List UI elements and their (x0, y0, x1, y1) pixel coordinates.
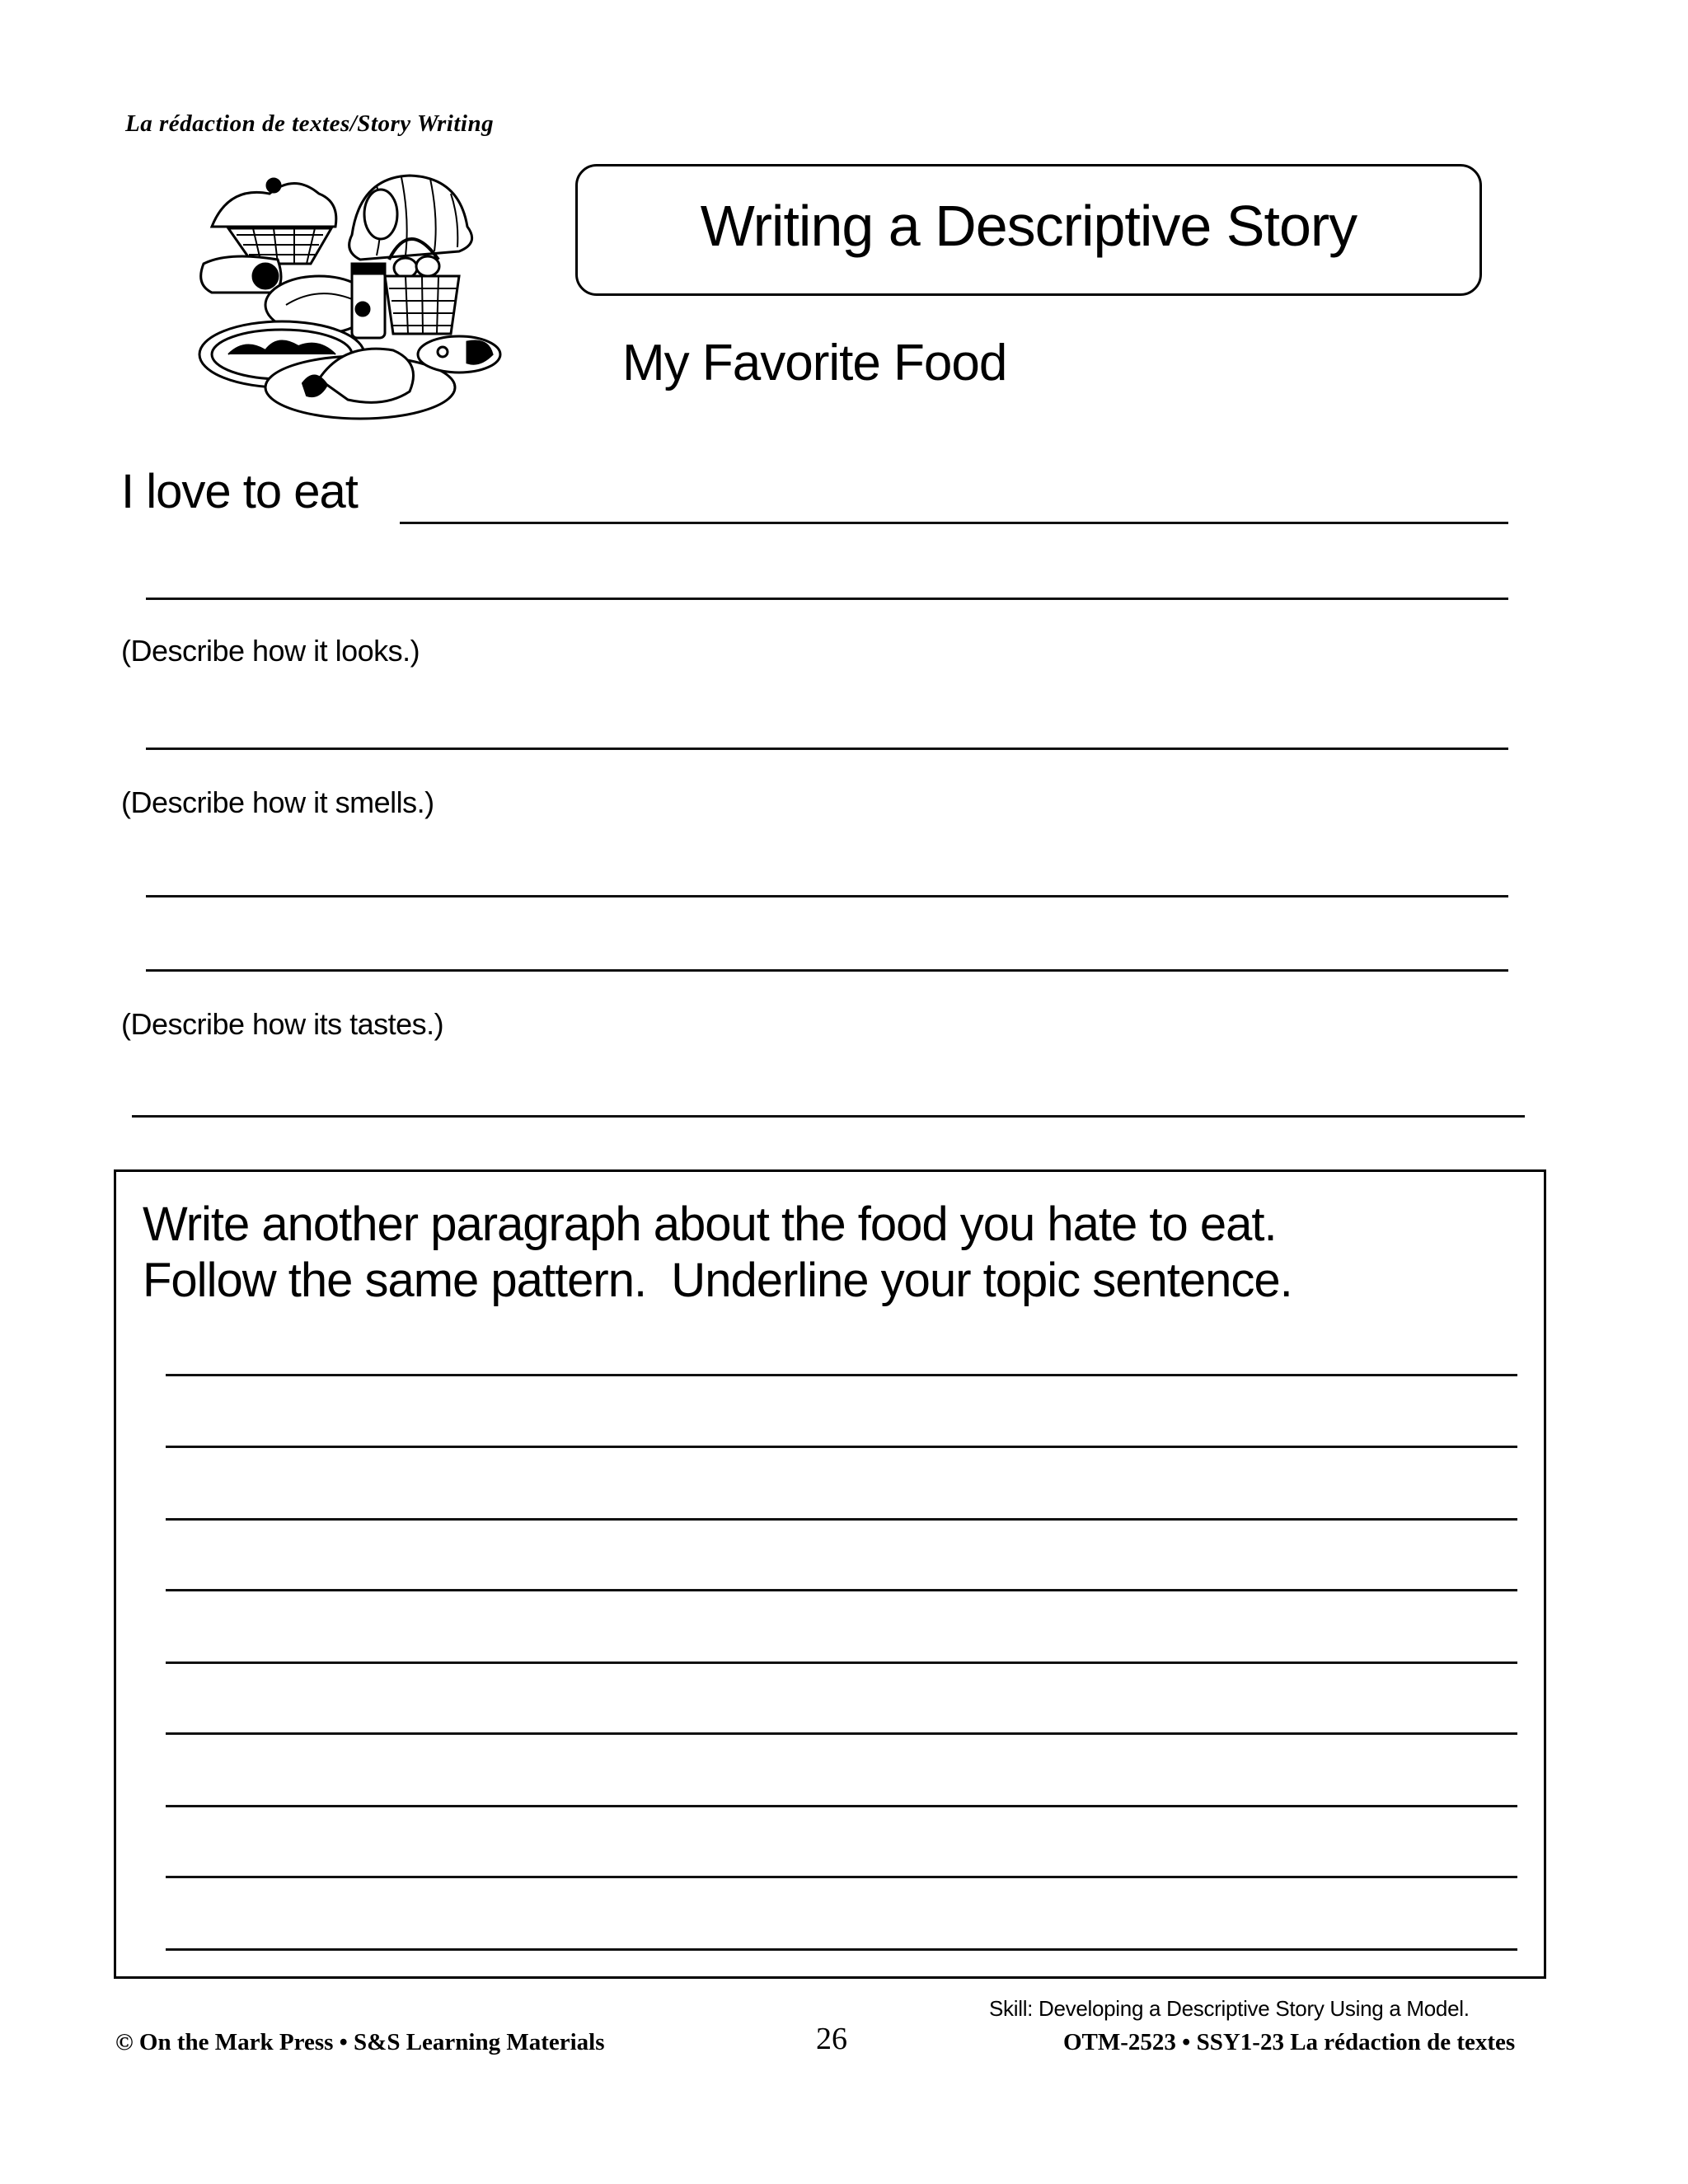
page-title: Writing a Descriptive Story (700, 194, 1357, 258)
answer-line-5[interactable] (146, 969, 1508, 972)
skill-text: Skill: Developing a Descriptive Story Using a Model. (989, 1996, 1470, 2021)
writing-line[interactable] (166, 1374, 1517, 1376)
writing-line[interactable] (166, 1876, 1517, 1878)
writing-line[interactable] (166, 1589, 1517, 1591)
writing-line[interactable] (166, 1948, 1517, 1951)
writing-line[interactable] (166, 1805, 1517, 1807)
title-box (575, 164, 1482, 296)
prompt-tastes: (Describe how its tastes.) (121, 1007, 444, 1041)
food-illustration-icon (195, 169, 525, 420)
answer-line-6[interactable] (132, 1115, 1525, 1118)
answer-line-1[interactable] (400, 522, 1508, 524)
writing-line[interactable] (166, 1518, 1517, 1521)
product-code: OTM-2523 • SSY1-23 La rédaction de textes (1063, 2029, 1516, 2055)
writing-line[interactable] (166, 1446, 1517, 1448)
section-header: La rédaction de textes/Story Writing (125, 110, 495, 137)
prompt-smells: (Describe how it smells.) (121, 785, 434, 819)
exercise-box (114, 1169, 1546, 1979)
page-number: 26 (816, 2022, 847, 2056)
answer-line-2[interactable] (146, 598, 1508, 600)
instruction-line-2: Follow the same pattern. Underline your topic sentence. (143, 1254, 1292, 1307)
writing-line[interactable] (166, 1732, 1517, 1735)
writing-line[interactable] (166, 1661, 1517, 1664)
prompt-looks: (Describe how it looks.) (121, 634, 420, 668)
exercise-instructions (143, 1197, 1292, 1309)
page-subtitle: My Favorite Food (622, 335, 1007, 391)
answer-line-4[interactable] (146, 895, 1508, 898)
instruction-line-1: Write another paragraph about the food you hate to eat. (143, 1197, 1277, 1251)
copyright-text: © On the Mark Press • S&S Learning Materials (115, 2029, 605, 2055)
answer-line-3[interactable] (146, 748, 1508, 750)
opening-prompt: I love to eat (121, 465, 358, 518)
